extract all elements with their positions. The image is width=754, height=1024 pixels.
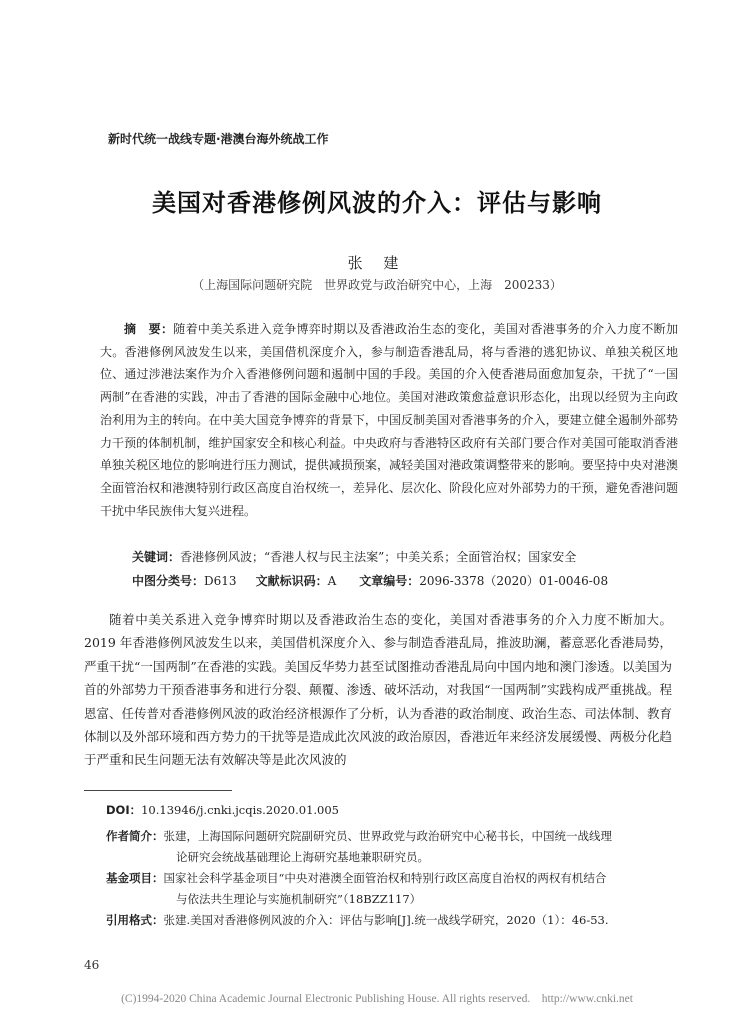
abstract-text: 随着中美关系进入竞争博弈时期以及香港政治生态的变化，美国对香港事务的介入力度不断加大。香港修例风波发生以来，美国借机深度介入，参与制造香港乱局，将与香港的逃犯协议、单独关税区地位、通过涉港法案作为介入香港修例问题和遏制中国的手段。美国的介入使香港局面愈加复杂，干扰了“一国两制”在香港的实践，冲击了香港的国际金融中心地位。美国对港政策愈益意识形态化，出现以经贸为主向政治利用为主的转向。在中美大国竞争博弈的背景下，中国反制美国对香港事务的介入，要建立健全遏制外部势力干预的体制机制，维护国家安全和核心利益。中央政府与香港特区政府有关部门要合作对美国可能取消香港单独关税区地位的影响进行压力测试，提供减损预案，减轻美国对港政策调整带来的影响。要坚持中央对港澳全面管治权和港澳特别行政区高度自治权统一，差异化、层次化、阶段化应对外部势力的干预，避免香港问题干扰中华民族伟大复兴进程。 [100,322,678,518]
author-affiliation: （上海国际问题研究院 世界政党与政治研究中心，上海 200233） [192,278,562,292]
citation-value: 张建.美国对香港修例风波的介入：评估与影响[J].统一战线学研究，2020（1）：46-53. [163,913,609,927]
author-bio-line1: 张建，上海国际问题研究院副研究员、世界政党与政治研究中心秘书长，中国统一战线理 [163,829,612,843]
author-name: 张 建 [347,254,407,272]
keywords-text: 香港修例风波；“香港人权与民主法案”；中美关系；全面管治权；国家安全 [180,550,577,564]
funding-line1: 国家社会科学基金项目“中央对港澳全面管治权和特别行政区高度自治权的两权有机结合 [163,871,607,885]
citation-label: 引用格式： [106,913,164,927]
abstract-block [100,318,678,522]
article-number-value: 2096-3378（2020）01-0046-08 [419,574,609,588]
doi-value: 10.13946/j.cnki.jcqis.2020.01.005 [141,803,339,817]
page-number: 46 [84,958,100,972]
body-paragraph: 随着中美关系进入竞争博弈时期以及香港政治生态的变化，美国对香港事务的介入力度不断加大。2019 年香港修例风波发生以来，美国借机深度介入、参与制造香港乱局，推波助澜，蓄意恶化香港局势，严重干扰“一国两制”在香港的实践。美国反华势力甚至试图推动香港乱局向中国内地和澳门渗透。以美国为首的外部势力干预香港事务和进行分裂、颠覆、渗透、破坏活动，对我国“一国两制”实践构成严重挑战。程恩富、任传普对香港修例风波的政治经济根源作了分析，认为香港的政治制度、政治生态、司法体制、教育体制以及外部环境和西方势力的干扰等是造成此次风波的政治原因，香港近年来经济发展缓慢、两极分化趋于严重和民生问题无法有效解决等是此次风波的 [84,612,672,768]
classification-line [132,572,608,589]
funding-label: 基金项目： [106,871,164,885]
keywords-label: 关键词： [132,550,181,564]
body-text [84,608,672,772]
doc-code-value: A [327,574,337,588]
article-number-label: 文章编号： [359,574,420,588]
author-bio-line2: 论研究会统战基础理论上海研究基地兼职研究员。 [176,850,429,864]
article-title: 美国对香港修例风波的介入：评估与影响 [152,189,602,217]
footnote-citation [106,910,609,931]
doc-code-label: 文献标识码： [255,574,328,588]
keywords-line [132,548,576,565]
clc-label: 中图分类号： [132,574,205,588]
funding-line2: 与依法共生理论与实施机制研究”（18BZZ117） [176,892,422,906]
footnote-author-bio [106,826,672,868]
doi-label: DOI： [106,803,142,817]
footnote-divider [84,790,232,791]
footnote-doi [106,800,339,821]
footnote-funding [106,868,672,910]
clc-value: D613 [204,574,237,588]
author-bio-label: 作者简介： [106,829,164,843]
abstract-label: 摘 要： [124,322,174,336]
copyright-notice: (C)1994-2020 China Academic Journal Electronic Publishing House. All rights reserved. http://www.cnki.net [121,993,633,1005]
section-tag: 新时代统一战线专题·港澳台海外统战工作 [108,132,329,146]
